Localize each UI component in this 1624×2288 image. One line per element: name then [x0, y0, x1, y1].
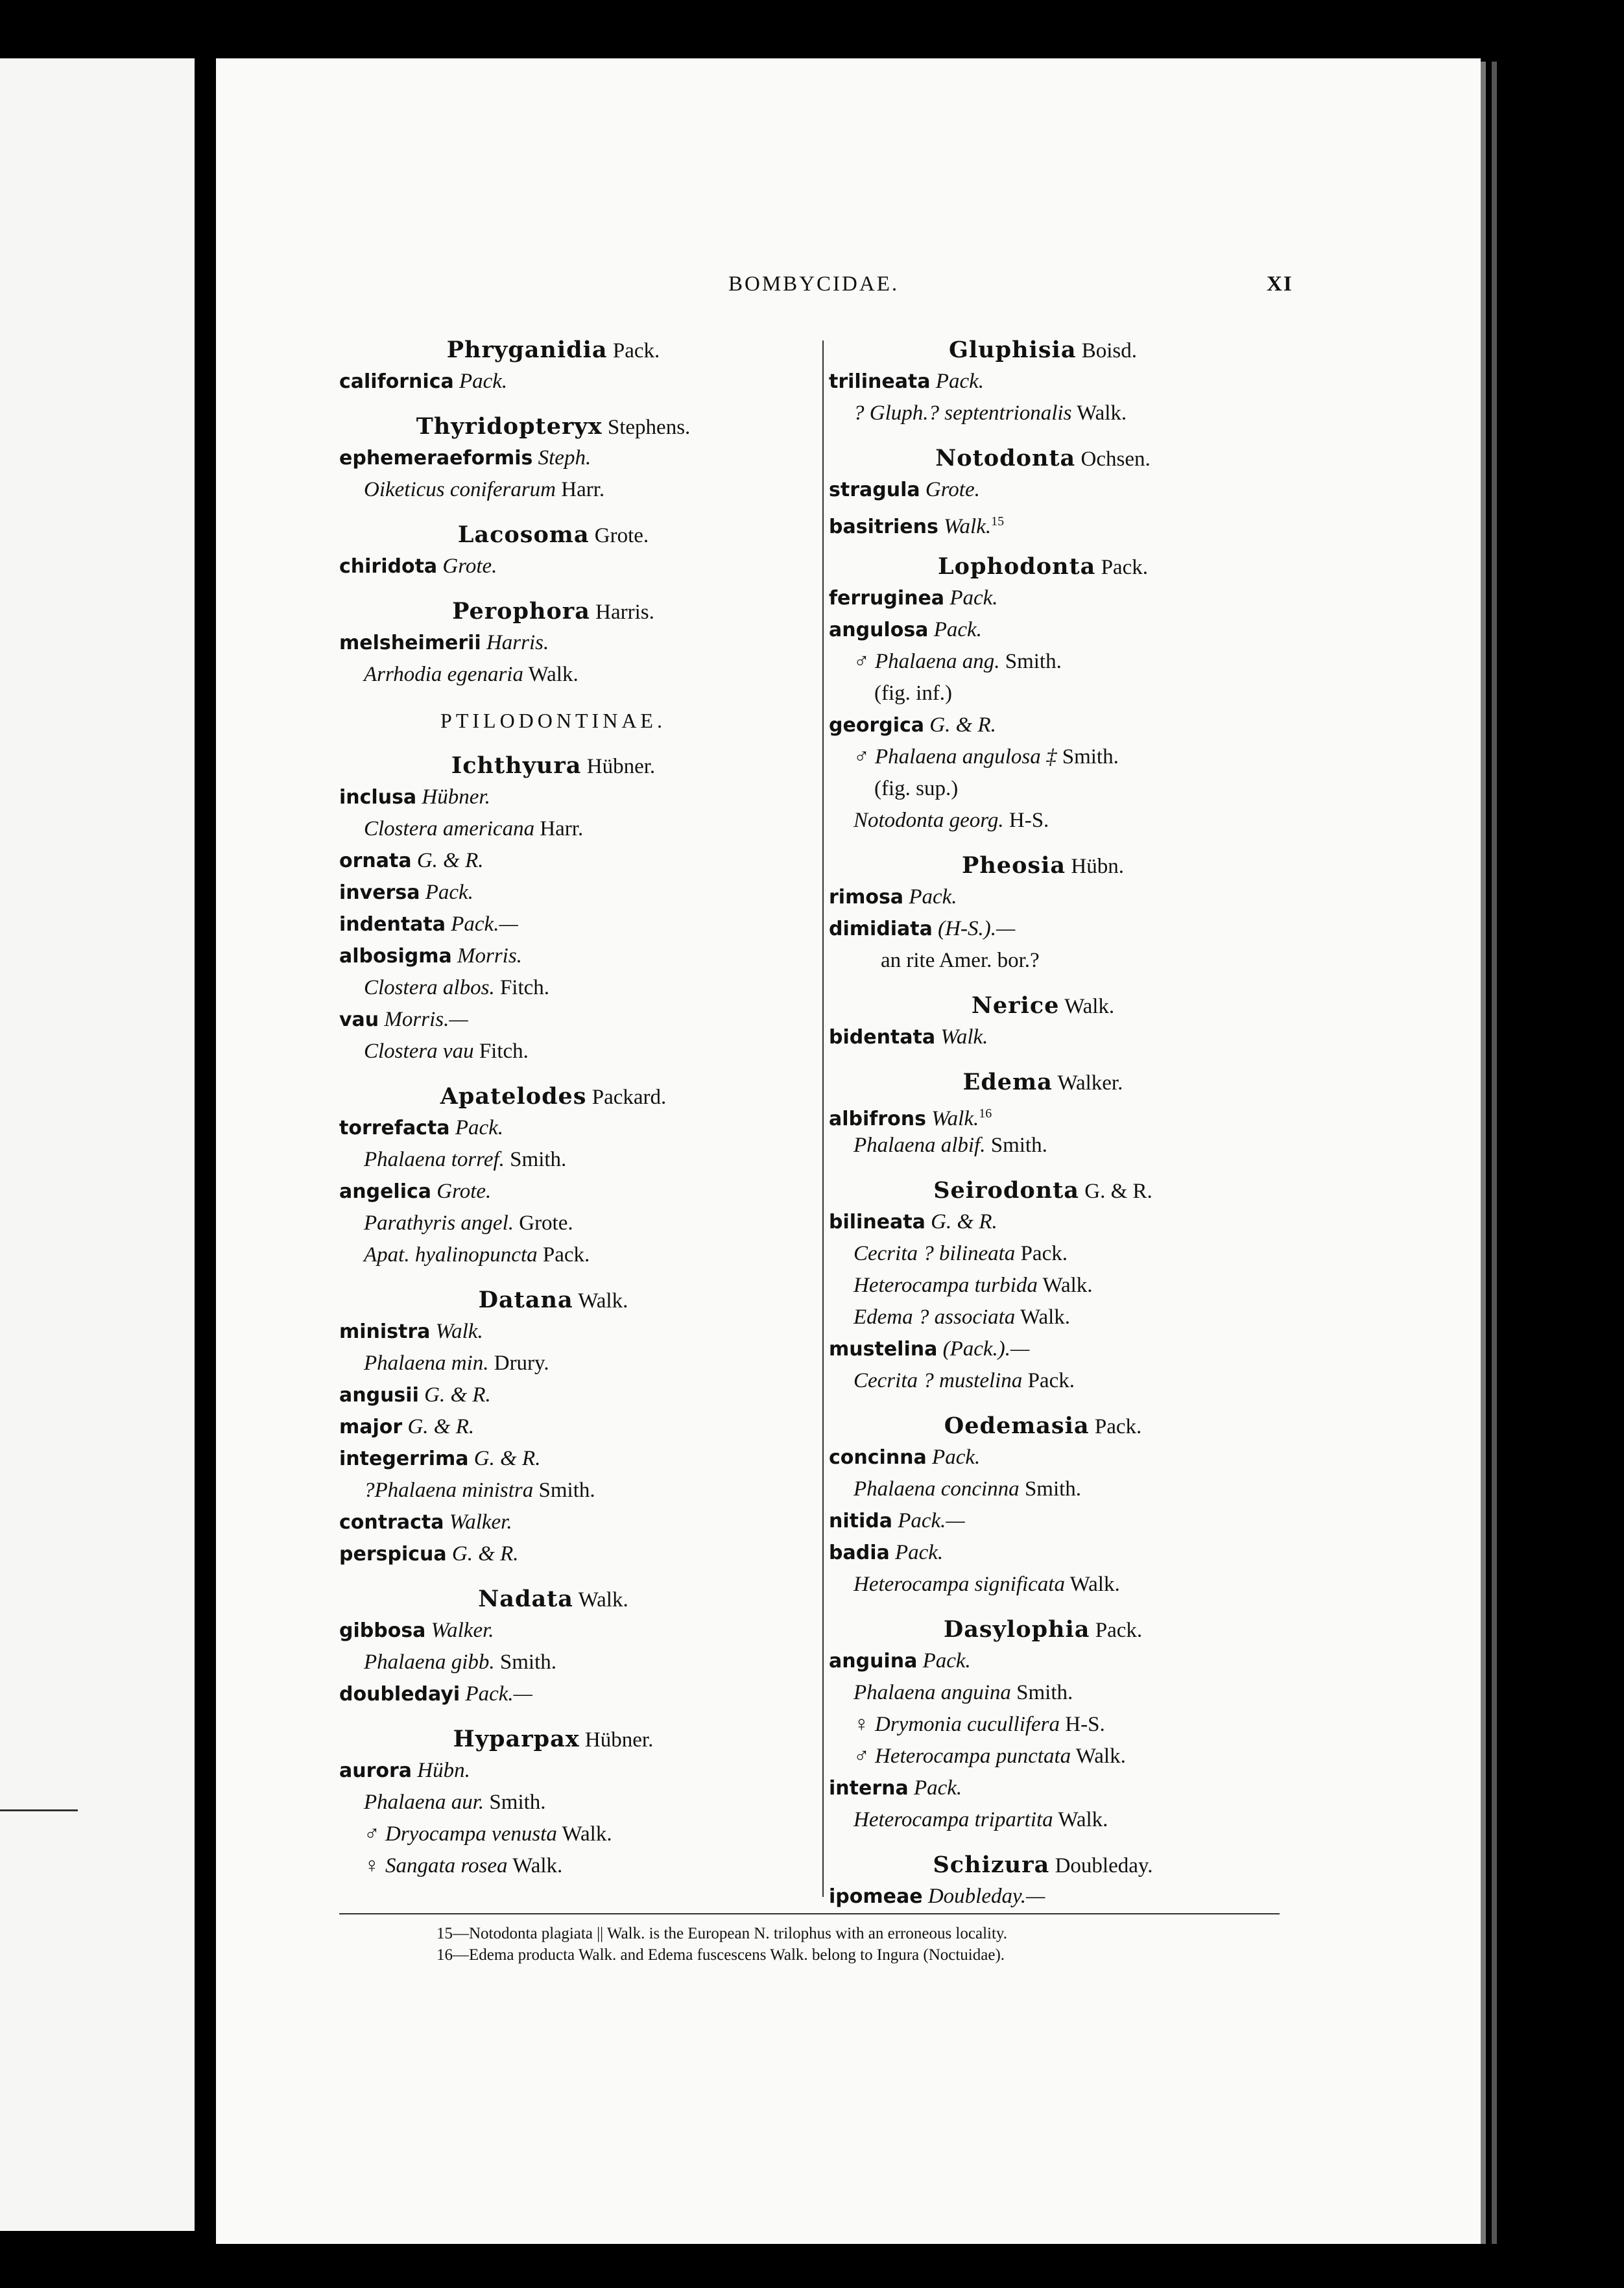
- species-author: Grote.: [925, 478, 980, 501]
- species-author: Hübn.: [417, 1759, 470, 1782]
- species-name: basitriens: [829, 516, 938, 538]
- synonym-author: Pack.: [1020, 1242, 1068, 1265]
- synonym-name: Oiketicus coniferarum: [364, 478, 556, 501]
- species-author: Pack.—: [451, 912, 518, 936]
- synonym-entry: [829, 1569, 1257, 1601]
- genus-entry: [829, 1410, 1257, 1442]
- synonym-name: Clostera americana: [364, 817, 535, 840]
- species-name: ferruginea: [829, 587, 945, 610]
- synonym-name: Arrhodia egenaria: [364, 663, 523, 686]
- synonym-name: ♀ Drymonia cucullifera: [854, 1713, 1060, 1736]
- synonym-name: Phalaena anguina: [854, 1681, 1011, 1704]
- species-entry: [339, 1411, 767, 1443]
- synonym-name: Cecrita ? mustelina: [854, 1369, 1023, 1392]
- species-author: Harris.: [486, 631, 549, 654]
- left-column: [339, 334, 767, 1882]
- synonym-entry: [829, 1130, 1257, 1162]
- synonym-name: Clostera albos.: [364, 976, 495, 999]
- species-entry: [829, 1505, 1257, 1537]
- species-author: Grote.: [436, 1180, 492, 1203]
- synonym-author: H-S.: [1009, 809, 1049, 832]
- species-name: ministra: [339, 1320, 431, 1343]
- genus-author: Hübner.: [584, 1728, 654, 1752]
- synonym-name: Phalaena albif.: [854, 1134, 986, 1157]
- running-title: BOMBYCIDAE.: [728, 272, 900, 296]
- genus-name: Oedemasia: [944, 1412, 1090, 1439]
- species-author: G. & R.: [424, 1383, 491, 1407]
- synonym-entry: [339, 1647, 767, 1678]
- synonym-entry: [829, 1741, 1257, 1772]
- genus-author: Packard.: [591, 1086, 667, 1109]
- species-entry: [829, 366, 1257, 398]
- synonym-author: Smith.: [510, 1148, 567, 1171]
- note-line: an rite Amer. bor.?: [881, 949, 1040, 972]
- genus-author: Harris.: [595, 601, 654, 624]
- genus-entry: [339, 1080, 767, 1112]
- species-author: Walk.: [940, 1025, 988, 1049]
- synonym-author: Walk.: [1077, 401, 1127, 425]
- species-author: Pack.: [459, 370, 508, 393]
- synonym-entry: [829, 1365, 1257, 1397]
- genus-author: Walk.: [1064, 995, 1115, 1018]
- synonym-author: Harr.: [561, 478, 605, 501]
- species-name: chiridota: [339, 555, 438, 578]
- synonym-entry: [829, 1473, 1257, 1505]
- synonym-entry: [339, 1475, 767, 1507]
- genus-entry: [829, 1614, 1257, 1645]
- genus-author: Pack.: [1101, 556, 1148, 579]
- species-entry: [339, 1755, 767, 1787]
- species-entry: [339, 551, 767, 582]
- species-author: Walker.: [449, 1510, 512, 1534]
- synonym-author: Smith.: [1016, 1681, 1073, 1704]
- species-entry: [339, 1004, 767, 1036]
- species-name: angulosa: [829, 619, 929, 641]
- synonym-author: Pack.: [542, 1243, 590, 1267]
- species-entry: [829, 709, 1257, 741]
- species-author: Pack.: [894, 1541, 944, 1564]
- species-entry: [339, 909, 767, 940]
- footnote-ref: 15: [991, 514, 1005, 529]
- synonym-entry: [829, 741, 1257, 773]
- synonym-author: Walk.: [1042, 1274, 1093, 1297]
- synonym-name: ♂ Dryocampa venusta: [364, 1822, 557, 1846]
- genus-name: Pheosia: [962, 852, 1066, 879]
- species-entry: [829, 474, 1257, 506]
- species-name: stragula: [829, 479, 920, 501]
- synonym-author: Smith.: [538, 1479, 595, 1502]
- genus-entry: [829, 1849, 1257, 1881]
- species-author: Walk.: [944, 515, 992, 538]
- genus-name: Phryganidia: [446, 337, 608, 363]
- synonym-name: Phalaena min.: [364, 1352, 489, 1375]
- genus-author: Pack.: [1094, 1415, 1142, 1438]
- species-author: Doubleday.—: [927, 1885, 1045, 1908]
- genus-name: Thyridopteryx: [416, 413, 603, 440]
- synonym-name: Phalaena aur.: [364, 1791, 484, 1814]
- genus-name: Nadata: [478, 1586, 573, 1612]
- species-name: albifrons: [829, 1108, 926, 1130]
- synonym-entry: [829, 646, 1257, 678]
- species-author: G. & R.: [416, 849, 484, 872]
- genus-author: Walk.: [578, 1588, 628, 1612]
- species-name: doubledayi: [339, 1683, 460, 1706]
- species-name: californica: [339, 370, 454, 393]
- genus-entry: [829, 1174, 1257, 1206]
- synonym-author: Walk.: [512, 1854, 563, 1877]
- species-name: angelica: [339, 1180, 432, 1203]
- synonym-author: Walk.: [562, 1822, 612, 1846]
- synonym-name: Phalaena concinna: [854, 1477, 1020, 1501]
- species-name: nitida: [829, 1510, 892, 1532]
- synonym-author: Harr.: [540, 817, 584, 840]
- synonym-author: Walk.: [528, 663, 579, 686]
- synonym-name: Heterocampa turbida: [854, 1274, 1038, 1297]
- page-edge-shadow: [1492, 62, 1497, 2244]
- genus-author: Pack.: [612, 339, 660, 363]
- synonym-author: Walk.: [1075, 1745, 1126, 1768]
- synonym-entry: [829, 1238, 1257, 1270]
- species-author: G. & R.: [473, 1447, 541, 1470]
- species-entry: [829, 1442, 1257, 1473]
- synonym-author: Drury.: [494, 1352, 549, 1375]
- genus-name: Notodonta: [935, 445, 1076, 471]
- species-author: Walk.: [435, 1320, 483, 1343]
- species-name: bidentata: [829, 1026, 936, 1049]
- genus-name: Lacosoma: [457, 521, 590, 548]
- synonym-author: Smith.: [1062, 745, 1119, 769]
- page-number: XI: [1267, 272, 1293, 296]
- species-name: interna: [829, 1777, 909, 1800]
- page-edge-shadow: [1481, 62, 1486, 2244]
- species-entry: [339, 1379, 767, 1411]
- species-name: angusii: [339, 1384, 419, 1407]
- species-author: G. & R.: [407, 1415, 475, 1438]
- species-author: Pack.: [913, 1776, 962, 1800]
- species-author: Pack.: [922, 1649, 971, 1673]
- synonym-name: ? Gluph.? septentrionalis: [854, 401, 1072, 425]
- species-entry: [339, 845, 767, 877]
- subfamily-heading: PTILODONTINAE.: [440, 709, 666, 732]
- species-author: Pack.: [933, 618, 982, 641]
- synonym-entry: [339, 813, 767, 845]
- species-name: inversa: [339, 881, 420, 904]
- synonym-name: ?Phalaena ministra: [364, 1479, 534, 1502]
- species-entry: [829, 506, 1257, 538]
- synonym-author: Smith.: [1005, 650, 1062, 673]
- genus-entry: [829, 551, 1257, 582]
- species-entry: [339, 1112, 767, 1144]
- species-name: dimidiata: [829, 918, 933, 940]
- species-author: Pack.: [935, 370, 984, 393]
- synonym-author: H-S.: [1065, 1713, 1105, 1736]
- species-entry: [829, 881, 1257, 913]
- genus-entry: [339, 411, 767, 442]
- species-name: aurora: [339, 1759, 412, 1782]
- species-name: anguina: [829, 1650, 918, 1673]
- species-author: Pack.: [909, 885, 957, 909]
- species-author: Pack.: [949, 586, 998, 610]
- species-entry: [339, 877, 767, 909]
- genus-entry: [829, 442, 1257, 474]
- species-name: indentata: [339, 913, 446, 936]
- genus-entry: [339, 1723, 767, 1755]
- species-author: Morris.—: [384, 1008, 468, 1031]
- right-column: [829, 334, 1257, 1913]
- genus-author: Doubleday.: [1055, 1854, 1153, 1877]
- synonym-author: Smith.: [990, 1134, 1047, 1157]
- genus-name: Datana: [478, 1287, 573, 1313]
- genus-name: Nerice: [971, 992, 1060, 1019]
- note-line: (fig. inf.): [874, 682, 953, 705]
- synonym-name: Edema ? associata: [854, 1305, 1016, 1329]
- synonym-entry: [829, 1677, 1257, 1709]
- genus-author: Stephens.: [607, 416, 691, 439]
- species-name: melsheimerii: [339, 632, 481, 654]
- genus-author: Walker.: [1057, 1071, 1123, 1095]
- synonym-author: Walk.: [1069, 1573, 1120, 1596]
- species-entry: [339, 1507, 767, 1538]
- species-entry: [339, 1538, 767, 1570]
- species-author: Hübner.: [422, 785, 490, 809]
- species-entry: [339, 366, 767, 398]
- synonym-name: Phalaena torref.: [364, 1148, 505, 1171]
- species-entry: [829, 1881, 1257, 1913]
- species-author: Grote.: [442, 554, 497, 578]
- synonym-entry: [829, 805, 1257, 837]
- species-name: gibbosa: [339, 1619, 426, 1642]
- genus-entry: [339, 519, 767, 551]
- synonym-entry: [339, 1208, 767, 1239]
- genus-entry: [829, 1066, 1257, 1098]
- genus-author: G. & R.: [1084, 1180, 1152, 1203]
- synonym-entry: [339, 659, 767, 691]
- species-entry: [829, 1098, 1257, 1130]
- species-name: inclusa: [339, 786, 417, 809]
- species-author: G. & R.: [451, 1542, 519, 1566]
- genus-author: Hübner.: [586, 755, 656, 778]
- synonym-entry: [339, 1036, 767, 1067]
- synonym-entry: [339, 1818, 767, 1850]
- species-entry: [829, 1645, 1257, 1677]
- species-name: ornata: [339, 850, 412, 872]
- species-name: concinna: [829, 1446, 927, 1469]
- species-author: Walk.: [931, 1107, 979, 1130]
- synonym-name: Clostera vau: [364, 1040, 474, 1063]
- synonym-name: Cecrita ? bilineata: [854, 1242, 1016, 1265]
- synonym-name: Parathyris angel.: [364, 1211, 514, 1235]
- genus-name: Schizura: [933, 1852, 1050, 1878]
- synonym-name: ♂ Phalaena ang.: [854, 650, 1000, 673]
- footnote-rule: [339, 1913, 1280, 1914]
- genus-entry: [339, 334, 767, 366]
- species-entry: [339, 1678, 767, 1710]
- facing-page-rule: [0, 1809, 78, 1811]
- genus-entry: [339, 1284, 767, 1316]
- synonym-name: Phalaena gibb.: [364, 1650, 495, 1674]
- synonym-author: Fitch.: [499, 976, 550, 999]
- species-name: contracta: [339, 1511, 444, 1534]
- species-entry: [829, 1537, 1257, 1569]
- synonym-name: ♂ Heterocampa punctata: [854, 1745, 1071, 1768]
- species-entry: [339, 442, 767, 474]
- genus-name: Perophora: [452, 598, 590, 625]
- species-entry: [339, 1176, 767, 1208]
- synonym-name: ♂ Phalaena angulosa ‡: [854, 745, 1057, 769]
- species-entry: [829, 913, 1257, 945]
- species-author: Pack.: [455, 1116, 504, 1139]
- synonym-author: Fitch.: [479, 1040, 529, 1063]
- genus-entry: [339, 595, 767, 627]
- running-header: [216, 272, 1487, 301]
- synonym-entry: [339, 1850, 767, 1882]
- species-author: G. & R.: [931, 1210, 997, 1233]
- species-author: Pack.: [425, 881, 473, 904]
- species-name: badia: [829, 1542, 890, 1564]
- genus-entry: [829, 850, 1257, 881]
- synonym-entry: [339, 1348, 767, 1379]
- genus-name: Ichthyura: [451, 752, 582, 779]
- genus-author: Hübn.: [1071, 855, 1124, 878]
- footnote-ref: 16: [979, 1106, 992, 1121]
- species-name: integerrima: [339, 1448, 469, 1470]
- species-author: Steph.: [538, 446, 591, 470]
- species-name: bilineata: [829, 1211, 925, 1233]
- species-entry: [829, 582, 1257, 614]
- species-entry: [829, 1021, 1257, 1053]
- species-entry: [339, 627, 767, 659]
- genus-entry: [829, 334, 1257, 366]
- species-name: vau: [339, 1008, 379, 1031]
- synonym-author: Grote.: [519, 1211, 573, 1235]
- species-entry: [339, 1443, 767, 1475]
- synonym-author: Smith.: [1024, 1477, 1082, 1501]
- document-page: [216, 58, 1481, 2244]
- species-name: trilineata: [829, 370, 931, 393]
- footnotes: [436, 1923, 1007, 1966]
- species-name: torrefacta: [339, 1117, 450, 1139]
- genus-name: Edema: [962, 1069, 1053, 1095]
- synonym-entry: [339, 1239, 767, 1271]
- synonym-name: Apat. hyalinopuncta: [364, 1243, 538, 1267]
- footnote-16: 16—Edema producta Walk. and Edema fuscescens Walk. belong to Ingura (Noctuidae).: [436, 1946, 1005, 1964]
- synonym-entry: [339, 972, 767, 1004]
- synonym-entry: [339, 474, 767, 506]
- species-entry: [829, 1333, 1257, 1365]
- synonym-entry: [829, 1804, 1257, 1836]
- synonym-entry: [829, 398, 1257, 429]
- species-author: Pack.—: [465, 1682, 532, 1706]
- genus-name: Lophodonta: [938, 553, 1096, 580]
- species-name: perspicua: [339, 1543, 447, 1566]
- genus-name: Seirodonta: [933, 1177, 1079, 1204]
- species-entry: [339, 781, 767, 813]
- facing-page-edge: [0, 58, 195, 2231]
- genus-author: Walk.: [578, 1289, 628, 1313]
- species-name: ephemeraeformis: [339, 447, 533, 470]
- species-author: (Pack.).—: [942, 1337, 1030, 1361]
- species-author: Pack.: [932, 1446, 981, 1469]
- species-author: Morris.: [457, 944, 522, 968]
- genus-author: Pack.: [1095, 1619, 1143, 1642]
- synonym-name: Notodonta georg.: [854, 809, 1004, 832]
- column-divider: [822, 340, 824, 1897]
- genus-name: Dasylophia: [943, 1616, 1090, 1643]
- species-entry: [339, 940, 767, 972]
- species-author: (H-S.).—: [938, 917, 1016, 940]
- species-name: ipomeae: [829, 1885, 923, 1908]
- species-name: mustelina: [829, 1338, 938, 1361]
- genus-name: Hyparpax: [453, 1726, 580, 1752]
- species-entry: [829, 1772, 1257, 1804]
- synonym-entry: [339, 1144, 767, 1176]
- species-entry: [339, 1316, 767, 1348]
- synonym-entry: [829, 1302, 1257, 1333]
- genus-author: Ochsen.: [1081, 447, 1151, 471]
- species-name: major: [339, 1416, 403, 1438]
- species-author: Pack.—: [898, 1509, 965, 1532]
- genus-author: Boisd.: [1081, 339, 1138, 363]
- synonym-name: ♀ Sangata rosea: [364, 1854, 508, 1877]
- genus-entry: [339, 1583, 767, 1615]
- genus-entry: [339, 750, 767, 781]
- species-entry: [339, 1615, 767, 1647]
- species-name: georgica: [829, 714, 925, 737]
- species-entry: [829, 1206, 1257, 1238]
- synonym-author: Smith.: [489, 1791, 546, 1814]
- synonym-name: Heterocampa tripartita: [854, 1808, 1053, 1831]
- synonym-author: Walk.: [1058, 1808, 1108, 1831]
- footnote-15: 15—Notodonta plagiata || Walk. is the European N. trilophus with an erroneous locality.: [436, 1925, 1008, 1942]
- synonym-author: Smith.: [499, 1650, 557, 1674]
- species-name: rimosa: [829, 886, 904, 909]
- synonym-entry: [829, 1709, 1257, 1741]
- note-line: (fig. sup.): [874, 777, 959, 800]
- species-author: G. & R.: [929, 713, 996, 737]
- species-author: Walker.: [431, 1619, 494, 1642]
- synonym-entry: [339, 1787, 767, 1818]
- synonym-author: Pack.: [1027, 1369, 1075, 1392]
- synonym-entry: [829, 1270, 1257, 1302]
- synonym-author: Walk.: [1020, 1305, 1071, 1329]
- synonym-name: Heterocampa significata: [854, 1573, 1065, 1596]
- species-entry: [829, 614, 1257, 646]
- genus-name: Gluphisia: [948, 337, 1077, 363]
- species-name: albosigma: [339, 945, 452, 968]
- genus-author: Grote.: [594, 524, 649, 547]
- genus-name: Apatelodes: [440, 1083, 587, 1110]
- genus-entry: [829, 990, 1257, 1021]
